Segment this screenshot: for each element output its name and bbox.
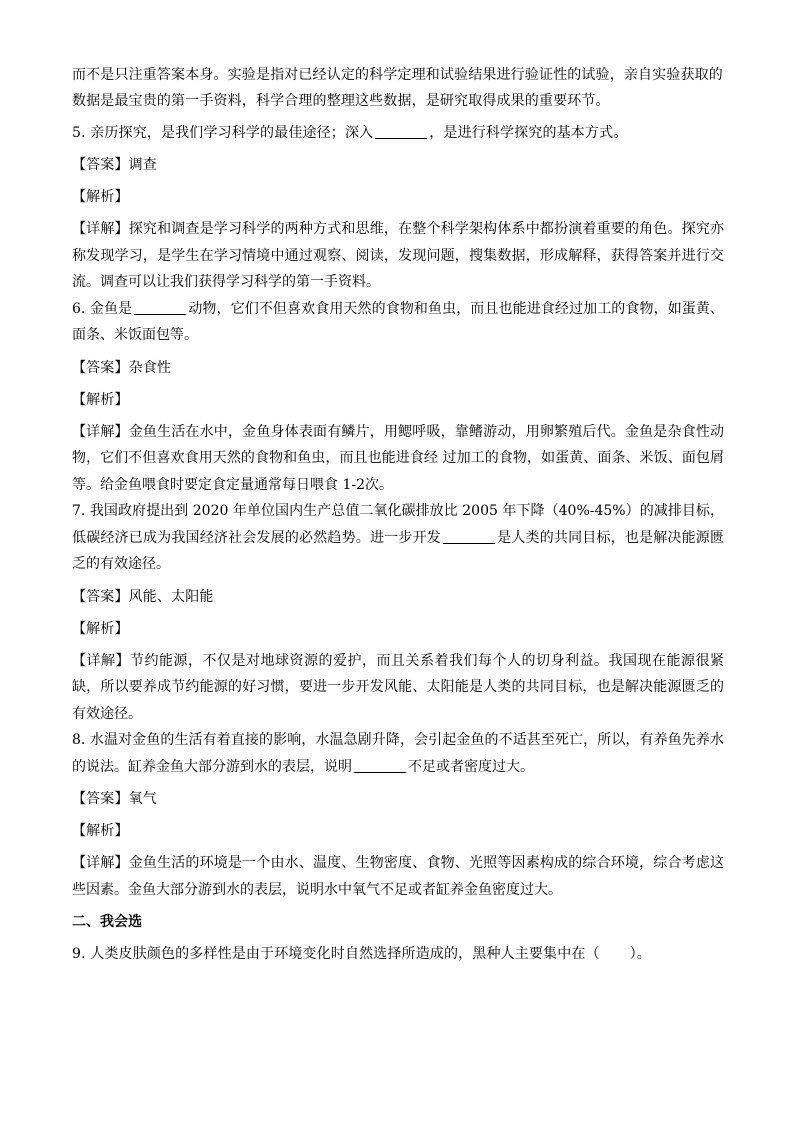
q6-detail: 【详解】金鱼生活在水中，金鱼身体表面有鳞片，用鳃呼吸，靠鳍游动，用卵繁殖后代。金鱼是杂食性动物，它们不但喜欢食用天然的食物和鱼虫，而且也能进食经 过加工的食物，如蛋黄、面条、米饭、面包屑等。给金鱼喂食时要定食定量通常每日喂食 1-2次。 [72, 423, 725, 493]
question-9: 9. 人类皮肤颜色的多样性是由于环境变化时自然选择所造成的，黑种人主要集中在（ ）。 [72, 946, 651, 962]
document-page [72, 62, 724, 967]
q8-analysis: 【解析】 [72, 823, 129, 839]
question-8: 8. 水温对金鱼的生活有着直接的影响，水温急剧升降，会引起金鱼的不适甚至死亡，所以，有养鱼先养水的说法。缸养金鱼大部分游到水的表层，说明 不足或者密度过大。 [72, 732, 724, 775]
intro-line-2: 数据是最宝贵的第一手资料，科学合理的整理这些数据，是研究取得成果的重要环节。 [72, 93, 610, 109]
q5-answer: 【答案】调查 [72, 157, 157, 173]
question-6: 6. 金鱼是 动物，它们不但喜欢食用天然的食物和鱼虫，而且也能进食经过加工的食物，如蛋黄、面条、米饭面包等。 [72, 300, 725, 343]
answer-blank [134, 300, 186, 315]
q8-detail: 【详解】金鱼生活的环境是一个由水、温度、生物密度、食物、光照等因素构成的综合环境，综合考虑这些因素。金鱼大部分游到水的表层，说明水中氧气不足或者缸养金鱼密度过大。 [72, 855, 725, 898]
q7-answer: 【答案】风能、太阳能 [72, 588, 214, 605]
question-5: 5. 亲历探究，是我们学习科学的最佳途径；深入 ，是进行科学探究的基本方式。 [72, 125, 628, 141]
answer-blank [443, 529, 495, 544]
q5-analysis: 【解析】 [72, 189, 129, 205]
answer-blank [375, 124, 427, 139]
section-heading: 二、我会选 [72, 914, 142, 930]
q7-detail: 【详解】节约能源，不仅是对地球资源的爱护，而且关系着我们每个人的切身利益。我国现在能源很紧缺，所以要养成节约能源的好习惯，要进一步开发风能、太阳能是人类的共同目标，也是解决能源匮乏的有效途径。 [72, 652, 724, 722]
question-7: 7. 我国政府提出到 2020 年单位国内生产总值二氧化碳排放比 2005 年下降（40%-45%）的减排目标，低碳经济已成为我国经济社会发展的必然趋势。进一步开发 是人类的共同目标，也是解决能源匮乏的有效途径。 [72, 503, 724, 572]
q5-detail: 【详解】探究和调查是学习科学的两种方式和思维，在整个科学架构体系中都扮演着重要的角色。探究亦称发现学习，是学生在学习情境中通过观察、阅读，发现问题，搜集数据，形成解释，获得答案并进行交流。调查可以让我们获得学习科学的第一手资料。 [72, 221, 725, 290]
answer-blank [354, 758, 406, 773]
q7-analysis: 【解析】 [72, 620, 129, 637]
q6-answer: 【答案】杂食性 [72, 359, 172, 376]
q8-answer: 【答案】氧气 [72, 791, 157, 807]
intro-line-1: 而不是只注重答案本身。实验是指对已经认定的科学定理和试验结果进行验证性的试验，亲自实验获取的 [72, 67, 723, 83]
q6-analysis: 【解析】 [72, 391, 129, 408]
